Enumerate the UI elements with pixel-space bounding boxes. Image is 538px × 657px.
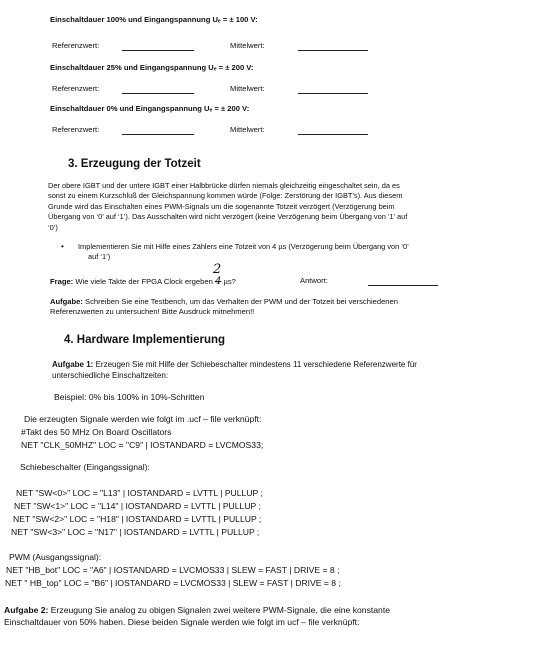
ref-blank-3[interactable]: [122, 134, 194, 135]
task2-line: Einschaltdauer von 50% haben. Diese beiden Signale werden wie folgt im ucf – file verknüpft:: [4, 617, 360, 627]
mean-label-3: Mittelwert:: [230, 125, 265, 134]
duty-heading-2: Einschaltdauer 25% und Eingangspannung Uₑ = ± 200 V:: [50, 63, 254, 72]
ref-label-2: Referenzwert:: [52, 84, 100, 93]
bullet-line: auf ‘1’): [88, 252, 111, 262]
task-label: Aufgabe:: [50, 297, 83, 306]
question-unit: µs?: [223, 277, 236, 286]
ref-label-1: Referenzwert:: [52, 41, 100, 50]
task1: [52, 359, 417, 381]
task-line: Referenzwerten zu untersuchen! Bitte Ausdruck mitnehmen!!: [50, 307, 255, 317]
task2: [4, 604, 390, 628]
bullet-dot: •: [61, 242, 64, 251]
section3-para-line: Der obere IGBT und der untere IGBT einer Halbbrücke dürfen niemals gleichzeitig eingeschaltet sein, da es: [48, 181, 400, 190]
pwm-ucf-line: NET " HB_top" LOC = "B6" | IOSTANDARD = LVCMOS33 | SLEW = FAST | DRIVE = 8 ;: [5, 578, 341, 588]
pwm-heading: PWM (Ausgangssignal):: [9, 552, 102, 562]
question: [50, 262, 236, 287]
mean-label-2: Mittelwert:: [230, 84, 265, 93]
mean-blank-2[interactable]: [298, 93, 368, 94]
handwritten-strike: 4: [214, 276, 222, 287]
bullet-text: [78, 242, 409, 263]
task-testbench: [50, 297, 398, 318]
section3-title: 3. Erzeugung der Totzeit: [68, 158, 201, 170]
duty-heading-3: Einschaltdauer 0% und Eingangspannung Uₑ = ± 200 V:: [50, 104, 250, 113]
ref-blank-1[interactable]: [122, 50, 194, 51]
switch-heading: Schiebeschalter (Eingangssignal):: [20, 462, 150, 472]
ref-blank-2[interactable]: [122, 93, 194, 94]
duty-heading-1: Einschaltdauer 100% und Eingangspannung Uₑ = ± 100 V:: [50, 15, 258, 24]
clock-comment: #Takt des 50 MHz On Board Oscillators: [21, 427, 172, 437]
switch-ucf-line: NET "SW<0>" LOC = "L13" | IOSTANDARD = LVTTL | PULLUP ;: [16, 488, 263, 498]
section3-para-line: Grunde wird das Einschalten eines PWM-Signals um die sogenannte Totzeit verzögert (Verzögerung beim: [48, 201, 395, 211]
switch-ucf-line: NET "SW<3>" LOC = "N17" | IOSTANDARD = LVTTL | PULLUP ;: [11, 527, 260, 537]
task1-line: Erzeugen Sie mit Hilfe der Schiebeschalter mindestens 11 verschiedene Referenzwerte für: [95, 360, 417, 369]
section4-title: 4. Hardware Implementierung: [64, 334, 226, 346]
mean-blank-1[interactable]: [298, 50, 368, 51]
pwm-ucf-line: NET "HB_bot" LOC = "A6" | IOSTANDARD = LVCMOS33 | SLEW = FAST | DRIVE = 8 ;: [6, 565, 340, 575]
clock-ucf-line: NET "CLK_50MHZ" LOC = "C9" | IOSTANDARD = LVCMOS33;: [21, 440, 264, 450]
section3-para-line: sonst zu einem Kurzschluß der Gleichspannung kommen würde (Folge: Zerstörung der IGBT’s). Aus diesem: [48, 191, 403, 201]
task-line: Schreiben Sie eine Testbench, um das Verhalten der PWM und der Totzeit bei verschiedenen: [85, 297, 398, 306]
handwritten-answer: 2: [212, 262, 222, 277]
task1-label: Aufgabe 1:: [52, 360, 94, 369]
question-label: Frage:: [50, 277, 74, 286]
bullet-line: Implementieren Sie mit Hilfe eines Zählers eine Totzeit von 4 µs (Verzögerung beim Übergang von ‘0’: [78, 242, 409, 251]
task2-label: Aufgabe 2:: [4, 605, 49, 615]
section3-para-line: ‘0’): [48, 222, 58, 232]
answer-blank[interactable]: [368, 285, 438, 286]
question-text: Wie viele Takte der FPGA Clock ergeben: [75, 277, 213, 286]
answer-label: Antwort:: [300, 276, 328, 285]
mean-blank-3[interactable]: [298, 134, 368, 135]
mean-label-1: Mittelwert:: [230, 41, 265, 50]
ref-label-3: Referenzwert:: [52, 125, 100, 134]
switch-ucf-line: NET "SW<1>" LOC = "L14" | IOSTANDARD = LVTTL | PULLUP ;: [14, 501, 261, 511]
example-text: Beispiel: 0% bis 100% in 10%-Schritten: [54, 392, 205, 402]
ucf-intro: Die erzeugten Signale werden wie folgt im .ucf – file verknüpft:: [24, 414, 262, 424]
task1-line: unterschiedliche Einschaltzeiten:: [52, 371, 169, 380]
section3-paragraph: [48, 181, 407, 233]
task2-line: Erzeugung Sie analog zu obigen Signalen zwei weitere PWM-Signale, die eine konstante: [50, 605, 390, 615]
handwritten-correction: [212, 262, 222, 287]
section3-para-line: Übergang von ‘0’ auf ‘1’). Das Ausschalten wird nicht verzögert (keine Verzögerung beim Übergang von ‘1’ auf: [48, 212, 408, 222]
switch-ucf-line: NET "SW<2>" LOC = "H18" | IOSTANDARD = LVTTL | PULLUP ;: [13, 514, 262, 524]
